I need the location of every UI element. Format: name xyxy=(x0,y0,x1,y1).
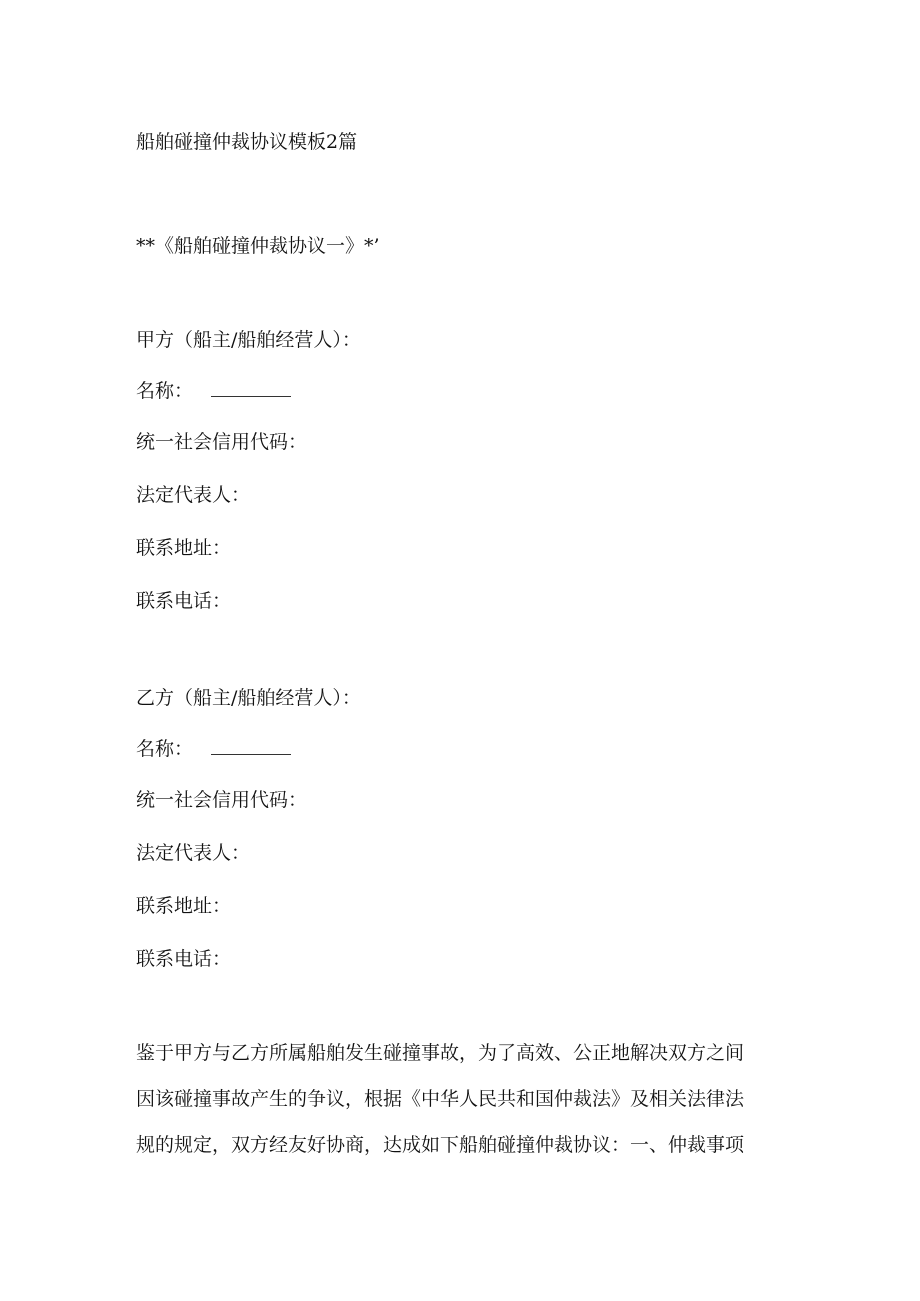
party-a-legal-rep-label: 法定代表人： xyxy=(136,484,251,506)
party-b-legal-rep-label: 法定代表人： xyxy=(136,842,251,864)
party-b-credit-code-label: 统一社会信用代码： xyxy=(136,789,308,811)
party-a-name-row xyxy=(136,379,291,403)
party-a-name-label: 名称： xyxy=(136,380,194,402)
party-b-phone-label: 联系电话： xyxy=(136,948,232,970)
agreement-subtitle: **《船舶碰撞仲裁协议一》*’ xyxy=(136,235,380,257)
party-a-heading: 甲方（船主/船舶经营人）： xyxy=(136,329,361,351)
party-b-name-label: 名称： xyxy=(136,738,194,760)
party-a-credit-code-label: 统一社会信用代码： xyxy=(136,431,308,453)
party-a-phone-label: 联系电话： xyxy=(136,590,232,612)
party-a-name-blank xyxy=(211,380,291,397)
body-line: 鉴于甲方与乙方所属船舶发生碰撞事故，为了高效、公正地解决双方之间 xyxy=(136,1042,745,1064)
party-b-name-row xyxy=(136,737,291,761)
party-b-heading: 乙方（船主/船舶经营人）： xyxy=(136,687,361,709)
document-title: 船舶碰撞仲裁协议模板2篇 xyxy=(136,131,358,153)
party-b-name-blank xyxy=(211,738,291,755)
party-b-address-label: 联系地址： xyxy=(136,895,232,917)
party-a-address-label: 联系地址： xyxy=(136,537,232,559)
body-line: 因该碰撞事故产生的争议，根据《中华人民共和国仲裁法》及相关法律法 xyxy=(136,1088,745,1110)
body-line: 规的规定，双方经友好协商，达成如下船舶碰撞仲裁协议：一、仲裁事项 xyxy=(136,1134,745,1156)
